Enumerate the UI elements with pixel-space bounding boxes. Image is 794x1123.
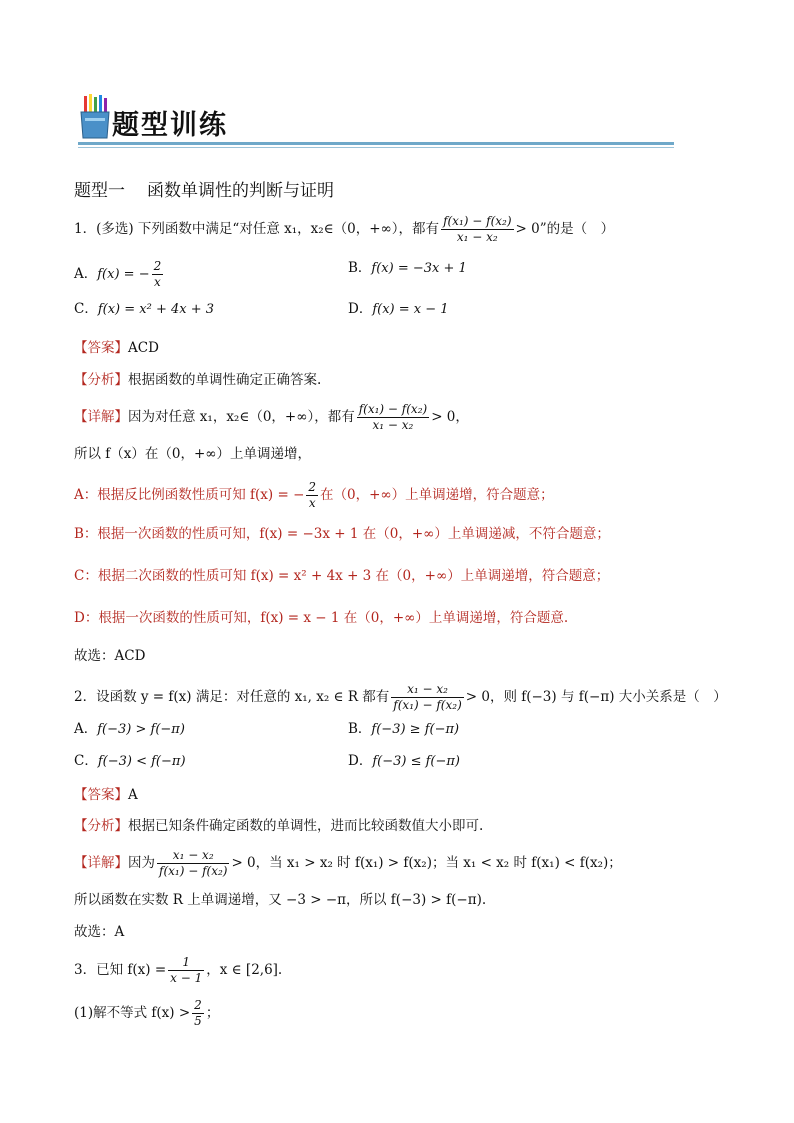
q1-detail-line2: 所以 f（x）在（0，+∞）上单调递增， <box>74 446 312 462</box>
q2-option-a: A．f(−3) > f(−π) <box>74 721 185 737</box>
q2-option-c: C．f(−3) < f(−π) <box>74 753 186 769</box>
q2-detail: 【详解】因为 $\frac{\text{x₁ − x₂}}{\text{f(x₁) − f(x₂)}}$ > 0，当 x₁ > x₂ 时 f(x₁) > f(x₂)；当 x₁ < x₂ 时 f(x₁) < f(x₂)； <box>74 848 622 878</box>
section-label: 题型一 <box>74 181 125 201</box>
q1-conclusion: 故选：ACD <box>74 648 146 664</box>
q2-detail-line2: 所以函数在实数 R 上单调递增，又 −3 > −π，所以 f(−3) > f(−π). <box>74 892 487 908</box>
q2-answer: 【答案】A <box>74 787 138 803</box>
q1-detail: 【详解】因为对任意 x₁，x₂∈（0，+∞），都有 $\frac{\text{f(x₁) − f(x₂)}}{\text{x₁ − x₂}}$ > 0， <box>74 402 469 432</box>
q3-stem: 3．已知 f(x) = $\frac{1}{x - 1}$ ，x ∈ [2,6]. <box>74 955 283 985</box>
section-heading <box>74 176 334 201</box>
q1-line-b: B：根据一次函数的性质可知，f(x) = −3x + 1 在（0，+∞）上单调递减，不符合题意； <box>74 526 610 542</box>
q1-stem: 1．(多选) 下列函数中满足“对任意 x₁，x₂∈（0，+∞），都有 $\frac{\text{f(x₁) − f(x₂)}}{\text{x₁ − x₂}}$ > 0”的是（ ） <box>74 214 615 244</box>
q3-sub1: (1)解不等式 f(x) > $\frac{2}{5}$ ； <box>74 998 220 1028</box>
pencil-cup-icon <box>78 94 112 140</box>
q1-fraction: $\frac{\text{f(x₁) − f(x₂)}}{\text{x₁ − x₂}}$ <box>443 214 512 244</box>
q2-conclusion: 故选：A <box>74 924 125 940</box>
q1-line-c: C：根据二次函数的性质可知 f(x) = x² + 4x + 3 在（0，+∞）上单调递增，符合题意； <box>74 568 610 584</box>
q1-analysis: 【分析】根据函数的单调性确定正确答案. <box>74 372 322 388</box>
q1-option-c: C．f(x) = x² + 4x + 3 <box>74 301 215 317</box>
q1-option-d: D．f(x) = x − 1 <box>348 301 449 317</box>
q2-option-d: D．f(−3) ≤ f(−π) <box>348 753 460 769</box>
header-divider <box>78 142 674 145</box>
q2-stem: 2．设函数 y = f(x) 满足：对任意的 x₁, x₂ ∈ R 都有 $\frac{\text{x₁ − x₂}}{\text{f(x₁) − f(x₂)}}$ > 0，则 f(−3) 与 f(−π) 大小关系是（ ） <box>74 682 727 712</box>
q1-line-d: D：根据一次函数的性质可知，f(x) = x − 1 在（0，+∞）上单调递增，符合题意. <box>74 610 569 626</box>
header-title: 题型训练 <box>112 110 228 141</box>
header-divider-thin <box>78 147 674 148</box>
q2-analysis: 【分析】根据已知条件确定函数的单调性，进而比较函数值大小即可. <box>74 818 484 834</box>
q1-line-a: A：根据反比例函数性质可知 f(x) = − $\frac{2}{x}$ 在（0，+∞）上单调递增，符合题意； <box>74 480 554 510</box>
section-title: 函数单调性的判断与证明 <box>147 181 334 201</box>
q1-option-b: B．f(x) = −3x + 1 <box>348 260 467 276</box>
q1-answer: 【答案】ACD <box>74 340 159 356</box>
q2-option-b: B．f(−3) ≥ f(−π) <box>348 721 460 737</box>
q1-option-a: A．f(x) = − $\frac{2}{x}$ <box>74 259 162 289</box>
